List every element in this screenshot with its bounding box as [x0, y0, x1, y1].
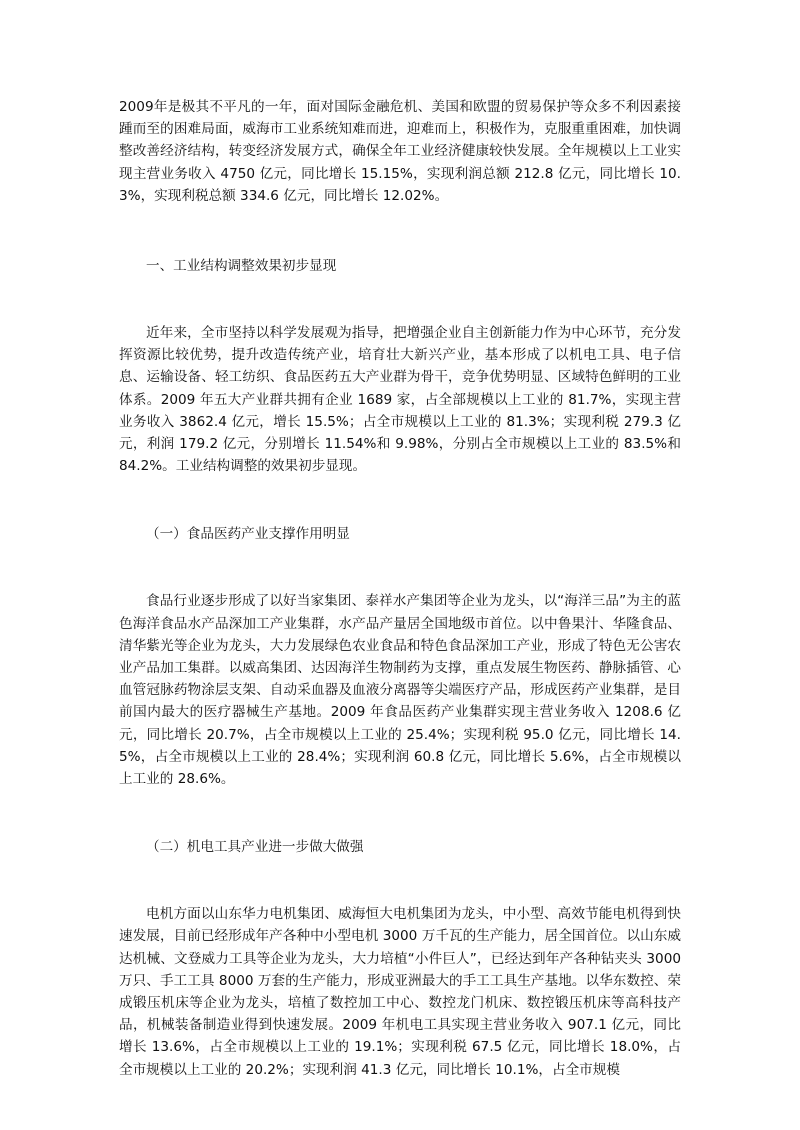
- section-heading-industrial-structure: 一、工业结构调整效果初步显现: [146, 258, 337, 275]
- subsection-body-electromechanical-tools: 电机方面以山东华力电机集团、威海恒大电机集团为龙头，中小型、高效节能电机得到快速发展，目前已经形成年产各种中小型电机 3000 万千瓦的生产能力，居全国首位。以山东威达机械、文登威力工具等企业为龙头，大力培植“小件巨人”，已经达到年产各种钻夹头 3000 万只、手工工具 8000 万套的生产能力，形成亚洲最大的手工工具生产基地。以华东数控、荣成锻压机床等企业为龙头，培植了数控加工中心、数控龙门机床、数控锻压机床等高科技产品，机械装备制造业得到快速发展。2009 年机电工具实现主营业务收入 907.1 亿元，同比增长 13.6%，占全市规模以上工业的 19.1%；实现利税 67.5 亿元，同比增长 18.0%，占全市规模以上工业的 20.2%；实现利润 41.3 亿元，同比增长 10.1%，占全市规模: [119, 906, 681, 1078]
- subsection-body-food-medicine: 食品行业逐步形成了以好当家集团、泰祥水产集团等企业为龙头，以“海洋三品”为主的蓝色海洋食品水产品深加工产业集群，水产品产量居全国地级市首位。以中鲁果汁、华隆食品、清华紫光等企业为龙头，大力发展绿色农业食品和特色食品深加工产业，形成了特色无公害农业产品加工集群。以威高集团、达因海洋生物制药为支撑，重点发展生物医药、静脉插管、心血管冠脉药物涂层支架、自动采血器及血液分离器等尖端医疗产品，形成医药产业集群，是目前国内最大的医疗器械生产基地。2009 年食品医药产业集群实现主营业务收入 1208.6 亿元，同比增长 20.7%，占全市规模以上工业的 25.4%；实现利税 95.0 亿元，同比增长 14.5%，占全市规模以上工业的 28.4%；实现利润 60.8 亿元，同比增长 5.6%，占全市规模以上工业的 28.6%。: [119, 593, 681, 788]
- intro-paragraph: 2009年是极其不平凡的一年，面对国际金融危机、美国和欧盟的贸易保护等众多不利因素接踵而至的困难局面，威海市工业系统知难而进，迎难而上，积极作为，克服重重困难，加快调整改善经济结构，转变经济发展方式，确保全年工业经济健康较快发展。全年规模以上工业实现主营业务收入 4750 亿元，同比增长 15.15%，实现利润总额 212.8 亿元，同比增长 10.3%，实现利税总额 334.6 亿元，同比增长 12.02%。: [119, 99, 681, 204]
- document-page: [119, 96, 681, 1081]
- section-body-industrial-structure: 近年来，全市坚持以科学发展观为指导，把增强企业自主创新能力作为中心环节，充分发挥资源比较优势，提升改造传统产业，培育壮大新兴产业，基本形成了以机电工具、电子信息、运输设备、轻工纺织、食品医药五大产业群为骨干，竞争优势明显、区域特色鲜明的工业体系。2009 年五大产业群共拥有企业 1689 家，占全部规模以上工业的 81.7%，实现主营业务收入 3862.4 亿元，增长 15.5%；占全市规模以上工业的 81.3%；实现利税 279.3 亿元，利润 179.2 亿元，分别增长 11.54%和 9.98%，分别占全市规模以上工业的 83.5%和 84.2%。工业结构调整的效果初步显现。: [119, 325, 681, 475]
- subsection-heading-electromechanical-tools: （二）机电工具产业进一步做大做强: [146, 839, 364, 856]
- subsection-heading-food-medicine: （一）食品医药产业支撑作用明显: [146, 526, 350, 543]
